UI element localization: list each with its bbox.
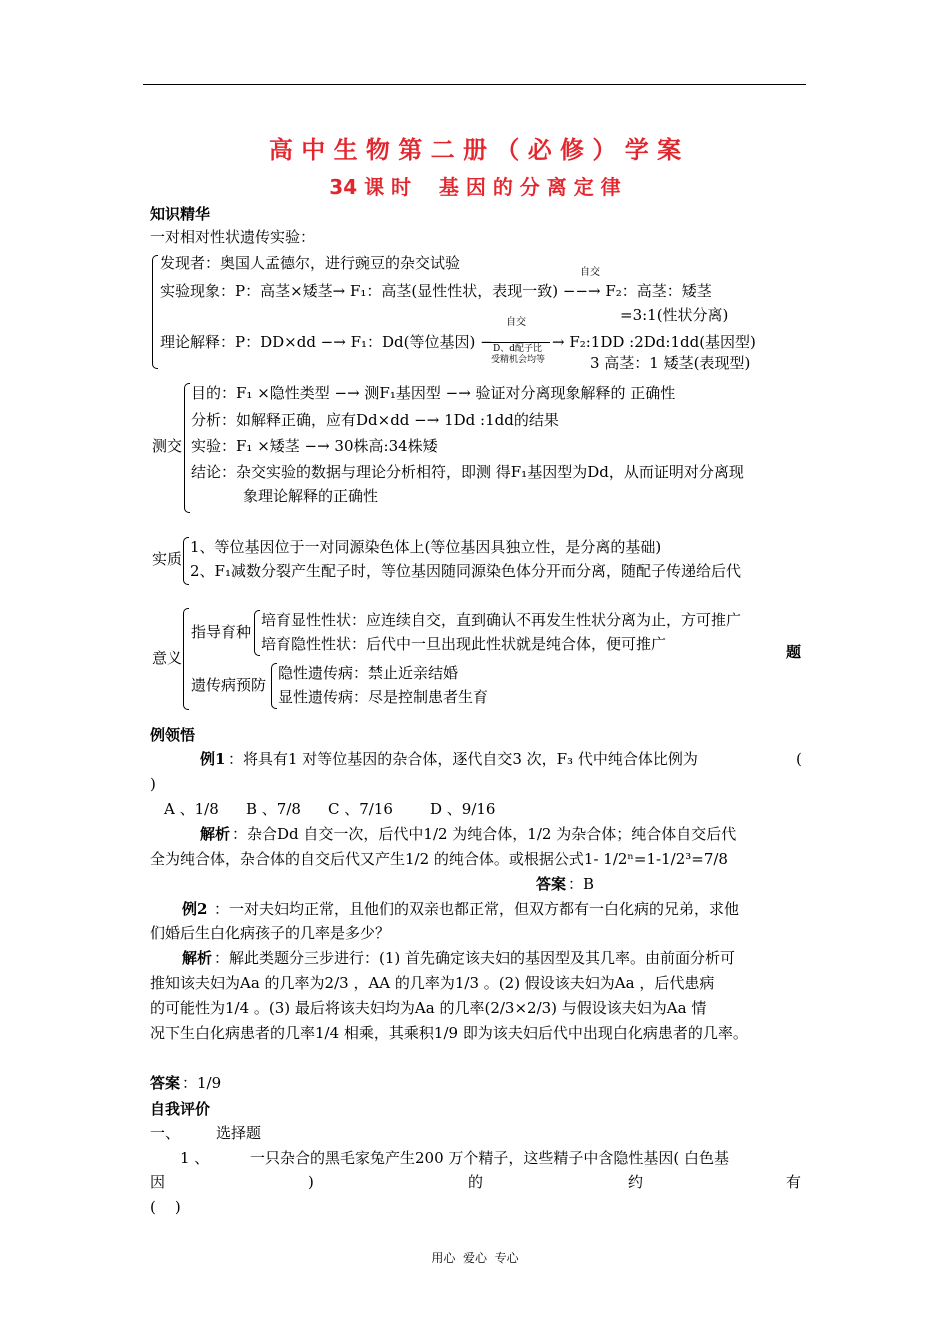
- essence-item-2: 2、F₁减数分裂产生配子时，等位基因随同源染色体分开而分离，随配子传递给后代: [190, 562, 741, 580]
- question1-answer-paren: ( ): [150, 1198, 181, 1216]
- section-heading-self-eval: 自我评价: [150, 1100, 211, 1118]
- question1-text: 一只杂合的黑毛家兔产生200 万个精子，这些精子中含隐性基因( 白色基: [250, 1149, 730, 1167]
- intro-text: 一对相对性状遗传实验：: [150, 228, 316, 246]
- essence-item-1: 1、等位基因位于一对同源染色体上(等位基因具独立性，是分离的基础): [190, 538, 662, 556]
- example1-option-c: C 、7/16: [328, 800, 393, 818]
- example1-analysis-label: 解析: [200, 825, 231, 843]
- brace-significance: [183, 608, 189, 710]
- example1-analysis-2: 全为纯合体，杂合体的自交后代又产生1/2 的纯合体。或根据公式1- 1/2ⁿ=1-1/2³=7/8: [150, 850, 728, 868]
- gamete-note-2: 受精机会均等: [491, 355, 546, 365]
- explanation-text: 理论解释：P：DD×dd −→ F₁：Dd(等位基因) −: [160, 333, 493, 351]
- question1-line2-word-2: ): [308, 1173, 314, 1191]
- page-subtitle: 34 课 时 基 因 的 分 离 定 律: [329, 175, 621, 199]
- ratio-text: =3:1(性状分离): [620, 306, 729, 324]
- breeding-recessive: 培育隐性性状：后代中一旦出现此性状就是纯合体，便可推广: [261, 635, 667, 653]
- question1-line2-word-4: 约: [628, 1173, 644, 1191]
- testcross-goal: 目的：F₁ ×隐性类型 −→ 测F₁基因型 −→ 验证对分离现象解释的 正确性: [191, 384, 676, 402]
- page-footer: 用心 爱心 专心: [431, 1251, 519, 1265]
- testcross-analysis: 分析：如解释正确，应有Dd×dd −→ 1Dd :1dd的结果: [191, 411, 559, 429]
- example2-analysis-label: 解析: [182, 949, 213, 967]
- testcross-experiment: 实验：F₁ ×矮茎 −→ 30株高:34株矮: [191, 437, 438, 455]
- selfing-label-2: 自交: [506, 317, 526, 328]
- self-eval-section-title: 选择题: [216, 1124, 262, 1142]
- example2-analysis-1: ：解此类题分三步进行：(1) 首先确定该夫妇的基因型及其几率。由前面分析可: [214, 949, 736, 967]
- example1-option-b: B 、7/8: [246, 800, 301, 818]
- brace-essence: [183, 537, 189, 585]
- testcross-label: 测交: [152, 437, 183, 455]
- testcross-conclusion: 结论：杂交实验的数据与理论分析相符，即测 得F₁基因型为Dd，从而证明对分离现: [191, 463, 744, 481]
- example2-text-1: ：一对夫妇均正常，且他们的双亲也都正常，但双方都有一白化病的兄弟，求他: [214, 900, 740, 918]
- example1-answer: ：B: [568, 875, 595, 893]
- explanation-phenotype: 3 高茎：1 矮茎(表现型): [590, 354, 751, 372]
- explanation-genotype: → F₂:1DD :2Dd:1dd(基因型): [552, 333, 756, 351]
- example1-text: ：将具有1 对等位基因的杂合体，逐代自交3 次，F₃ 代中纯合体比例为: [228, 750, 698, 768]
- brace-testcross: [184, 383, 190, 513]
- disease-dominant: 显性遗传病：尽是控制患者生育: [278, 688, 489, 706]
- example2-answer-label: 答案: [150, 1074, 181, 1092]
- breeding-label: 指导育种: [191, 623, 252, 641]
- self-eval-section-number: 一、: [150, 1124, 181, 1142]
- essence-label: 实质: [152, 550, 183, 568]
- example1-label: 例1: [200, 750, 226, 768]
- question1-line2-word-1: 因: [150, 1173, 166, 1191]
- example2-answer: ：1/9: [182, 1074, 222, 1092]
- example1-answer-label: 答案: [536, 875, 567, 893]
- example1-option-d: D 、9/16: [430, 800, 496, 818]
- selfing-label: 自交: [580, 267, 600, 278]
- testcross-conclusion-cont: 象理论解释的正确性: [243, 487, 379, 505]
- significance-label: 意义: [152, 649, 183, 667]
- gamete-note-1: D、d配子比: [493, 344, 542, 354]
- stray-char: 题: [786, 643, 802, 661]
- section-heading-examples: 例领悟: [150, 726, 196, 744]
- question1-number: 1 、: [180, 1149, 210, 1167]
- example1-option-a: A 、1/8: [164, 800, 219, 818]
- example2-label: 例2: [182, 900, 208, 918]
- example1-paren-close: ): [150, 775, 156, 793]
- header-rule: [143, 84, 806, 85]
- disease-recessive: 隐性遗传病：禁止近亲结婚: [278, 664, 459, 682]
- brace-breeding: [254, 610, 260, 656]
- phenomenon-text: 实验现象：P：高茎×矮茎→ F₁：高茎(显性性状，表现一致) −−→ F₂：高茎：矮茎: [160, 282, 712, 300]
- page-title: 高 中 生 物 第 二 册 （ 必 修 ） 学 案: [268, 136, 682, 164]
- question1-line2-word-3: 的: [468, 1173, 484, 1191]
- example1-analysis-1: ：杂合Dd 自交一次，后代中1/2 为纯合体，1/2 为杂合体；纯合体自交后代: [232, 825, 737, 843]
- example2-text-2: 们婚后生白化病孩子的几率是多少？: [150, 924, 391, 942]
- example2-analysis-4: 况下生白化病患者的几率1/4 相乘，其乘积1/9 即为该夫妇后代中出现白化病患者的几率。: [150, 1024, 748, 1042]
- breeding-dominant: 培育显性性状：应连续自交，直到确认不再发生性状分离为止，方可推广: [261, 611, 742, 629]
- example2-analysis-2: 推知该夫妇为Aa 的几率为2/3 ，AA 的几率为1/3 。(2) 假设该夫妇为Aa ，后代患病: [150, 974, 715, 992]
- disease-label: 遗传病预防: [191, 676, 267, 694]
- discoverer-text: 发现者：奥国人孟德尔，进行豌豆的杂交试验: [160, 254, 461, 272]
- brace-experiment: [152, 255, 158, 369]
- section-heading-knowledge: 知识精华: [150, 205, 211, 223]
- question1-line2-word-5: 有: [786, 1173, 802, 1191]
- example2-analysis-3: 的可能性为1/4 。(3) 最后将该夫妇均为Aa 的几率(2/3×2/3) 与假设该夫妇为Aa 情: [150, 999, 707, 1017]
- brace-disease: [271, 663, 277, 709]
- example1-paren-open: (: [796, 750, 802, 768]
